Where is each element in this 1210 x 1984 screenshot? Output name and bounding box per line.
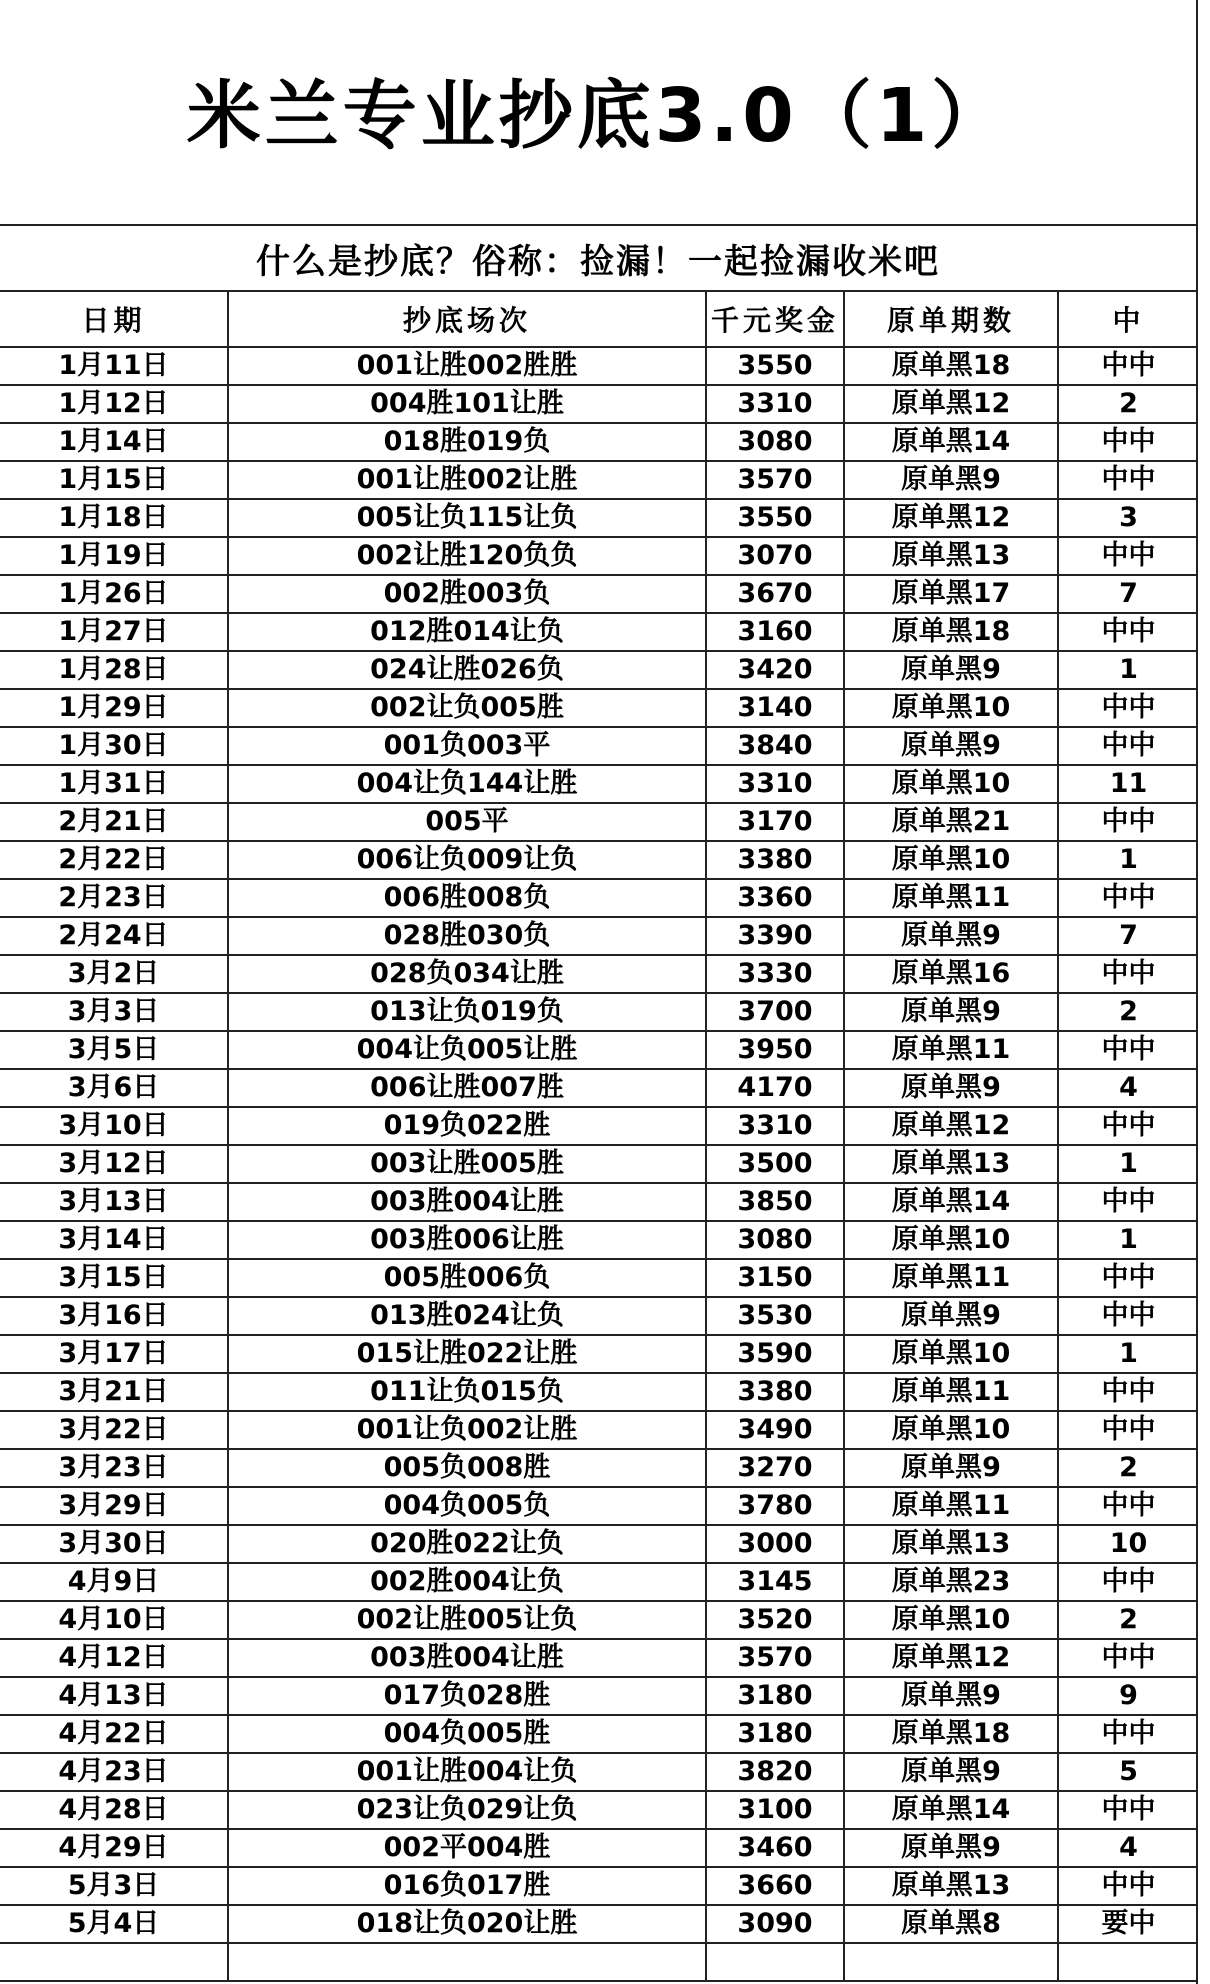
match-cell: 004负005负 xyxy=(228,1487,706,1525)
empty-cell xyxy=(228,1943,706,1981)
issue-cell: 原单黑18 xyxy=(844,613,1058,651)
match-cell: 006让负009让负 xyxy=(228,841,706,879)
issue-cell: 原单黑9 xyxy=(844,1069,1058,1107)
column-header-match: 抄底场次 xyxy=(228,292,706,347)
table-row xyxy=(0,955,1198,993)
table-row xyxy=(0,1411,1198,1449)
match-cell: 002让胜005让负 xyxy=(228,1601,706,1639)
issue-cell: 原单黑13 xyxy=(844,1145,1058,1183)
prize-cell: 3570 xyxy=(706,1639,844,1677)
table-row xyxy=(0,917,1198,955)
match-cell: 013让负019负 xyxy=(228,993,706,1031)
hit-cell: 9 xyxy=(1058,1677,1198,1715)
prize-cell: 3380 xyxy=(706,1373,844,1411)
prize-cell: 3080 xyxy=(706,423,844,461)
match-cell: 018让负020让胜 xyxy=(228,1905,706,1943)
date-cell: 5月4日 xyxy=(0,1905,228,1943)
table-header-row xyxy=(0,292,1198,347)
match-cell: 023让负029让负 xyxy=(228,1791,706,1829)
prize-cell: 3670 xyxy=(706,575,844,613)
issue-cell: 原单黑12 xyxy=(844,1107,1058,1145)
date-cell: 3月22日 xyxy=(0,1411,228,1449)
page-title: 米兰专业抄底3.0（1） xyxy=(186,73,1010,159)
date-cell: 1月29日 xyxy=(0,689,228,727)
hit-cell: 10 xyxy=(1058,1525,1198,1563)
table-row xyxy=(0,1753,1198,1791)
table-row xyxy=(0,613,1198,651)
subtitle-banner xyxy=(0,226,1196,292)
table-row xyxy=(0,879,1198,917)
table-row xyxy=(0,1373,1198,1411)
match-cell: 017负028胜 xyxy=(228,1677,706,1715)
issue-cell: 原单黑9 xyxy=(844,1297,1058,1335)
hit-cell: 5 xyxy=(1058,1753,1198,1791)
match-cell: 001让胜002胜胜 xyxy=(228,347,706,385)
prize-cell: 3080 xyxy=(706,1221,844,1259)
table-row xyxy=(0,841,1198,879)
date-cell: 1月31日 xyxy=(0,765,228,803)
table-row xyxy=(0,1259,1198,1297)
prize-cell: 3700 xyxy=(706,993,844,1031)
issue-cell: 原单黑17 xyxy=(844,575,1058,613)
prize-cell: 3390 xyxy=(706,917,844,955)
issue-cell: 原单黑10 xyxy=(844,765,1058,803)
date-cell: 1月19日 xyxy=(0,537,228,575)
prize-cell: 3950 xyxy=(706,1031,844,1069)
date-cell: 1月27日 xyxy=(0,613,228,651)
prize-cell: 3090 xyxy=(706,1905,844,1943)
table-row xyxy=(0,765,1198,803)
table-row xyxy=(0,651,1198,689)
hit-cell: 中中 xyxy=(1058,1639,1198,1677)
hit-cell: 中中 xyxy=(1058,1297,1198,1335)
hit-cell: 中中 xyxy=(1058,879,1198,917)
hit-cell: 1 xyxy=(1058,1145,1198,1183)
column-header-issue: 原单期数 xyxy=(844,292,1058,347)
hit-cell: 4 xyxy=(1058,1069,1198,1107)
match-cell: 005负008胜 xyxy=(228,1449,706,1487)
date-cell: 3月21日 xyxy=(0,1373,228,1411)
prize-cell: 3100 xyxy=(706,1791,844,1829)
empty-cell xyxy=(706,1943,844,1981)
date-cell: 3月12日 xyxy=(0,1145,228,1183)
date-cell: 3月5日 xyxy=(0,1031,228,1069)
table-row xyxy=(0,461,1198,499)
date-cell: 1月15日 xyxy=(0,461,228,499)
prize-cell: 3150 xyxy=(706,1259,844,1297)
date-cell: 3月17日 xyxy=(0,1335,228,1373)
table-row xyxy=(0,347,1198,385)
hit-cell: 1 xyxy=(1058,841,1198,879)
issue-cell: 原单黑9 xyxy=(844,1677,1058,1715)
match-cell: 001让胜002让胜 xyxy=(228,461,706,499)
hit-cell: 1 xyxy=(1058,651,1198,689)
issue-cell: 原单黑21 xyxy=(844,803,1058,841)
hit-cell: 中中 xyxy=(1058,537,1198,575)
match-cell: 006胜008负 xyxy=(228,879,706,917)
prize-cell: 3270 xyxy=(706,1449,844,1487)
prize-cell: 3460 xyxy=(706,1829,844,1867)
prize-cell: 3590 xyxy=(706,1335,844,1373)
empty-cell xyxy=(844,1943,1058,1981)
issue-cell: 原单黑11 xyxy=(844,879,1058,917)
hit-cell: 2 xyxy=(1058,385,1198,423)
match-cell: 002胜004让负 xyxy=(228,1563,706,1601)
issue-cell: 原单黑10 xyxy=(844,1411,1058,1449)
issue-cell: 原单黑10 xyxy=(844,1601,1058,1639)
issue-cell: 原单黑16 xyxy=(844,955,1058,993)
date-cell: 3月30日 xyxy=(0,1525,228,1563)
column-header-date: 日期 xyxy=(0,292,228,347)
date-cell: 3月16日 xyxy=(0,1297,228,1335)
issue-cell: 原单黑12 xyxy=(844,499,1058,537)
table-row xyxy=(0,727,1198,765)
table-row xyxy=(0,1525,1198,1563)
empty-cell xyxy=(0,1943,228,1981)
issue-cell: 原单黑9 xyxy=(844,917,1058,955)
match-cell: 012胜014让负 xyxy=(228,613,706,651)
match-cell: 001让负002让胜 xyxy=(228,1411,706,1449)
issue-cell: 原单黑9 xyxy=(844,651,1058,689)
table-row xyxy=(0,1791,1198,1829)
match-cell: 004胜101让胜 xyxy=(228,385,706,423)
hit-cell: 中中 xyxy=(1058,613,1198,651)
table-body xyxy=(0,347,1198,1981)
prize-cell: 3420 xyxy=(706,651,844,689)
match-cell: 001让胜004让负 xyxy=(228,1753,706,1791)
hit-cell: 7 xyxy=(1058,917,1198,955)
hit-cell: 中中 xyxy=(1058,347,1198,385)
table-row xyxy=(0,1221,1198,1259)
empty-cell xyxy=(1058,1943,1198,1981)
hit-cell: 中中 xyxy=(1058,1563,1198,1601)
match-cell: 004负005胜 xyxy=(228,1715,706,1753)
issue-cell: 原单黑12 xyxy=(844,385,1058,423)
table-row xyxy=(0,499,1198,537)
results-table xyxy=(0,292,1198,1982)
table-row xyxy=(0,1335,1198,1373)
table-row xyxy=(0,1677,1198,1715)
date-cell: 4月9日 xyxy=(0,1563,228,1601)
date-cell: 4月23日 xyxy=(0,1753,228,1791)
prize-cell: 3550 xyxy=(706,347,844,385)
date-cell: 4月12日 xyxy=(0,1639,228,1677)
prize-cell: 3000 xyxy=(706,1525,844,1563)
issue-cell: 原单黑14 xyxy=(844,1183,1058,1221)
hit-cell: 中中 xyxy=(1058,1259,1198,1297)
issue-cell: 原单黑9 xyxy=(844,993,1058,1031)
column-header-hit: 中 xyxy=(1058,292,1198,347)
hit-cell: 2 xyxy=(1058,1449,1198,1487)
prize-cell: 3310 xyxy=(706,1107,844,1145)
date-cell: 3月2日 xyxy=(0,955,228,993)
hit-cell: 中中 xyxy=(1058,1487,1198,1525)
issue-cell: 原单黑10 xyxy=(844,841,1058,879)
table-row xyxy=(0,575,1198,613)
date-cell: 1月26日 xyxy=(0,575,228,613)
prize-cell: 3380 xyxy=(706,841,844,879)
table-row xyxy=(0,803,1198,841)
date-cell: 3月10日 xyxy=(0,1107,228,1145)
hit-cell: 中中 xyxy=(1058,1791,1198,1829)
date-cell: 2月21日 xyxy=(0,803,228,841)
issue-cell: 原单黑9 xyxy=(844,1829,1058,1867)
issue-cell: 原单黑12 xyxy=(844,1639,1058,1677)
prize-cell: 3850 xyxy=(706,1183,844,1221)
table-row xyxy=(0,1829,1198,1867)
prize-cell: 3360 xyxy=(706,879,844,917)
column-header-prize: 千元奖金 xyxy=(706,292,844,347)
match-cell: 015让胜022让胜 xyxy=(228,1335,706,1373)
match-cell: 011让负015负 xyxy=(228,1373,706,1411)
issue-cell: 原单黑11 xyxy=(844,1487,1058,1525)
empty-row xyxy=(0,1943,1198,1981)
issue-cell: 原单黑10 xyxy=(844,1335,1058,1373)
table-row xyxy=(0,1487,1198,1525)
hit-cell: 1 xyxy=(1058,1221,1198,1259)
hit-cell: 2 xyxy=(1058,993,1198,1031)
match-cell: 016负017胜 xyxy=(228,1867,706,1905)
date-cell: 5月3日 xyxy=(0,1867,228,1905)
date-cell: 1月11日 xyxy=(0,347,228,385)
prize-cell: 3070 xyxy=(706,537,844,575)
table-row xyxy=(0,1449,1198,1487)
date-cell: 1月14日 xyxy=(0,423,228,461)
table-row xyxy=(0,385,1198,423)
issue-cell: 原单黑9 xyxy=(844,461,1058,499)
hit-cell: 3 xyxy=(1058,499,1198,537)
hit-cell: 中中 xyxy=(1058,423,1198,461)
prize-cell: 3520 xyxy=(706,1601,844,1639)
issue-cell: 原单黑8 xyxy=(844,1905,1058,1943)
date-cell: 3月13日 xyxy=(0,1183,228,1221)
table-row xyxy=(0,993,1198,1031)
prize-cell: 3570 xyxy=(706,461,844,499)
match-cell: 003胜004让胜 xyxy=(228,1183,706,1221)
match-cell: 005胜006负 xyxy=(228,1259,706,1297)
hit-cell: 中中 xyxy=(1058,1411,1198,1449)
match-cell: 013胜024让负 xyxy=(228,1297,706,1335)
prize-cell: 3530 xyxy=(706,1297,844,1335)
issue-cell: 原单黑9 xyxy=(844,1449,1058,1487)
issue-cell: 原单黑11 xyxy=(844,1373,1058,1411)
table-row xyxy=(0,1145,1198,1183)
date-cell: 1月12日 xyxy=(0,385,228,423)
match-cell: 003胜004让胜 xyxy=(228,1639,706,1677)
hit-cell: 要中 xyxy=(1058,1905,1198,1943)
date-cell: 1月18日 xyxy=(0,499,228,537)
match-cell: 028负034让胜 xyxy=(228,955,706,993)
hit-cell: 中中 xyxy=(1058,461,1198,499)
prize-cell: 3140 xyxy=(706,689,844,727)
issue-cell: 原单黑11 xyxy=(844,1259,1058,1297)
issue-cell: 原单黑23 xyxy=(844,1563,1058,1601)
table-row xyxy=(0,537,1198,575)
match-cell: 005让负115让负 xyxy=(228,499,706,537)
prize-cell: 3660 xyxy=(706,1867,844,1905)
match-cell: 020胜022让负 xyxy=(228,1525,706,1563)
issue-cell: 原单黑13 xyxy=(844,537,1058,575)
date-cell: 2月23日 xyxy=(0,879,228,917)
match-cell: 002平004胜 xyxy=(228,1829,706,1867)
prize-cell: 3780 xyxy=(706,1487,844,1525)
hit-cell: 中中 xyxy=(1058,1031,1198,1069)
match-cell: 004让负005让胜 xyxy=(228,1031,706,1069)
date-cell: 4月29日 xyxy=(0,1829,228,1867)
prize-cell: 3500 xyxy=(706,1145,844,1183)
issue-cell: 原单黑14 xyxy=(844,423,1058,461)
prize-cell: 3820 xyxy=(706,1753,844,1791)
issue-cell: 原单黑9 xyxy=(844,1753,1058,1791)
table-row xyxy=(0,1639,1198,1677)
page-subtitle: 什么是抄底？俗称：捡漏！一起捡漏收米吧 xyxy=(256,241,940,282)
table-row xyxy=(0,1905,1198,1943)
date-cell: 3月3日 xyxy=(0,993,228,1031)
date-cell: 3月15日 xyxy=(0,1259,228,1297)
issue-cell: 原单黑18 xyxy=(844,1715,1058,1753)
date-cell: 4月28日 xyxy=(0,1791,228,1829)
match-cell: 005平 xyxy=(228,803,706,841)
table-row xyxy=(0,689,1198,727)
match-cell: 003让胜005胜 xyxy=(228,1145,706,1183)
hit-cell: 2 xyxy=(1058,1601,1198,1639)
hit-cell: 7 xyxy=(1058,575,1198,613)
table-row xyxy=(0,1563,1198,1601)
issue-cell: 原单黑10 xyxy=(844,1221,1058,1259)
match-cell: 018胜019负 xyxy=(228,423,706,461)
prize-cell: 3550 xyxy=(706,499,844,537)
prize-cell: 3180 xyxy=(706,1715,844,1753)
date-cell: 1月28日 xyxy=(0,651,228,689)
match-cell: 024让胜026负 xyxy=(228,651,706,689)
date-cell: 2月22日 xyxy=(0,841,228,879)
hit-cell: 中中 xyxy=(1058,727,1198,765)
issue-cell: 原单黑9 xyxy=(844,727,1058,765)
date-cell: 3月6日 xyxy=(0,1069,228,1107)
prize-cell: 3170 xyxy=(706,803,844,841)
prize-cell: 3840 xyxy=(706,727,844,765)
table-row xyxy=(0,1715,1198,1753)
hit-cell: 中中 xyxy=(1058,1183,1198,1221)
date-cell: 3月14日 xyxy=(0,1221,228,1259)
prize-cell: 3310 xyxy=(706,765,844,803)
table-row xyxy=(0,1867,1198,1905)
prize-cell: 3330 xyxy=(706,955,844,993)
match-cell: 028胜030负 xyxy=(228,917,706,955)
issue-cell: 原单黑13 xyxy=(844,1525,1058,1563)
table-row xyxy=(0,1031,1198,1069)
date-cell: 3月23日 xyxy=(0,1449,228,1487)
hit-cell: 中中 xyxy=(1058,1715,1198,1753)
issue-cell: 原单黑18 xyxy=(844,347,1058,385)
date-cell: 1月30日 xyxy=(0,727,228,765)
prize-cell: 3490 xyxy=(706,1411,844,1449)
match-cell: 002让胜120负负 xyxy=(228,537,706,575)
hit-cell: 中中 xyxy=(1058,689,1198,727)
issue-cell: 原单黑10 xyxy=(844,689,1058,727)
hit-cell: 中中 xyxy=(1058,803,1198,841)
match-cell: 006让胜007胜 xyxy=(228,1069,706,1107)
table-row xyxy=(0,1297,1198,1335)
match-cell: 003胜006让胜 xyxy=(228,1221,706,1259)
title-banner xyxy=(0,0,1196,226)
date-cell: 4月10日 xyxy=(0,1601,228,1639)
match-cell: 019负022胜 xyxy=(228,1107,706,1145)
prize-cell: 3145 xyxy=(706,1563,844,1601)
hit-cell: 1 xyxy=(1058,1335,1198,1373)
match-cell: 004让负144让胜 xyxy=(228,765,706,803)
issue-cell: 原单黑14 xyxy=(844,1791,1058,1829)
table-row xyxy=(0,1069,1198,1107)
match-cell: 002让负005胜 xyxy=(228,689,706,727)
hit-cell: 11 xyxy=(1058,765,1198,803)
date-cell: 4月22日 xyxy=(0,1715,228,1753)
hit-cell: 中中 xyxy=(1058,955,1198,993)
prize-cell: 3310 xyxy=(706,385,844,423)
table-row xyxy=(0,1601,1198,1639)
date-cell: 2月24日 xyxy=(0,917,228,955)
issue-cell: 原单黑11 xyxy=(844,1031,1058,1069)
table-row xyxy=(0,1107,1198,1145)
match-cell: 002胜003负 xyxy=(228,575,706,613)
date-cell: 4月13日 xyxy=(0,1677,228,1715)
date-cell: 3月29日 xyxy=(0,1487,228,1525)
hit-cell: 中中 xyxy=(1058,1373,1198,1411)
table-row xyxy=(0,423,1198,461)
hit-cell: 中中 xyxy=(1058,1867,1198,1905)
prize-cell: 4170 xyxy=(706,1069,844,1107)
prize-cell: 3160 xyxy=(706,613,844,651)
prize-cell: 3180 xyxy=(706,1677,844,1715)
hit-cell: 4 xyxy=(1058,1829,1198,1867)
match-cell: 001负003平 xyxy=(228,727,706,765)
issue-cell: 原单黑13 xyxy=(844,1867,1058,1905)
table-row xyxy=(0,1183,1198,1221)
hit-cell: 中中 xyxy=(1058,1107,1198,1145)
